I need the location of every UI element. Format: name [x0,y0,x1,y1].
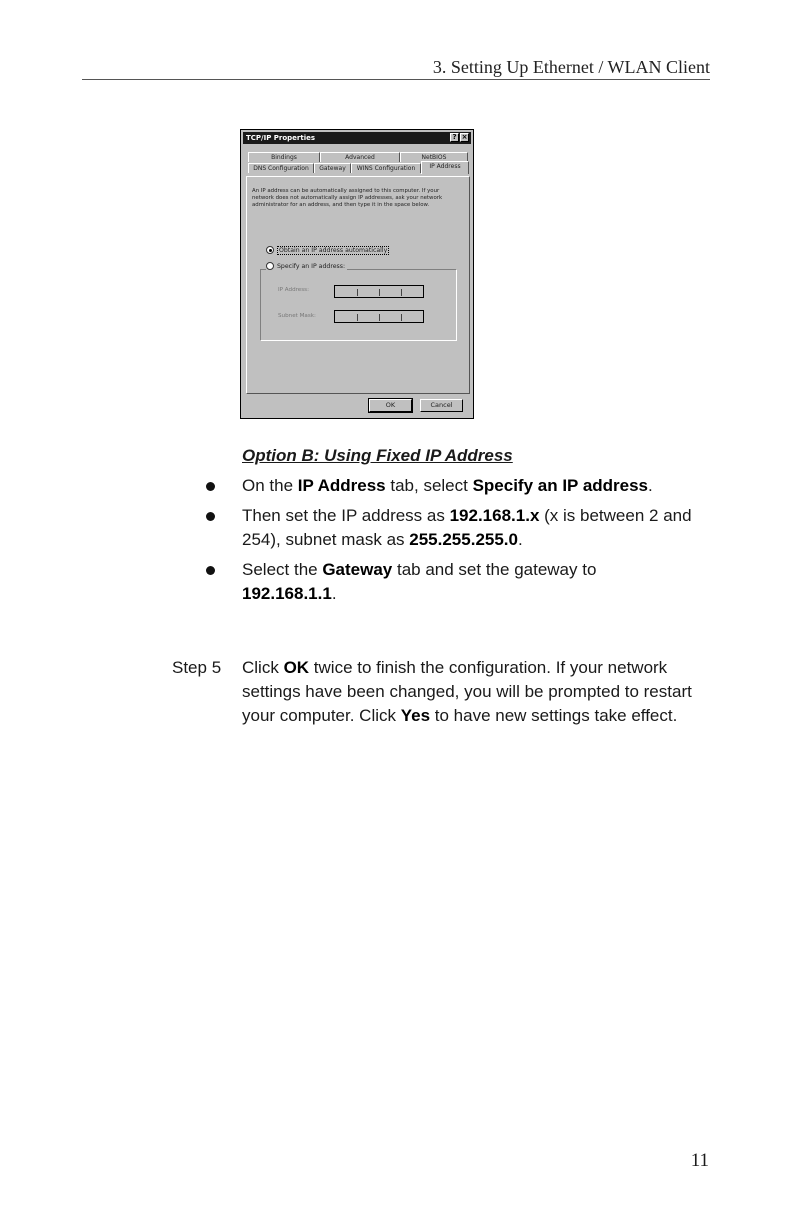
page-number: 11 [690,1150,709,1171]
radio-auto-label: Obtain an IP address automatically [279,247,388,254]
bold-text: Gateway [322,560,393,579]
text: to have new settings take effect. [430,706,678,725]
text: On the [242,476,298,495]
subnet-mask-label: Subnet Mask: [278,313,316,319]
ip-address-input[interactable] [334,285,424,298]
bold-text: 192.168.1.1 [242,584,332,603]
bold-text: OK [283,658,310,677]
ip-separator [401,289,402,296]
text: . [517,530,523,549]
radio-obtain-automatically[interactable] [266,246,389,255]
option-b-heading: Option B: Using Fixed IP Address [242,446,513,465]
text: . [648,476,653,495]
text: Select the [242,560,323,579]
dialog-title: TCP/IP Properties [246,134,316,142]
close-button[interactable]: × [461,133,468,141]
tab-gateway[interactable]: Gateway [314,163,351,173]
bullet-icon [206,482,215,491]
help-button[interactable]: ? [450,133,459,142]
subnet-separator [401,314,402,321]
text: tab and set the gateway to [392,560,597,579]
header-title: 3. Setting Up Ethernet / WLAN Client [432,57,710,77]
text: tab, select [385,476,473,495]
ip-separator [379,289,380,296]
subnet-mask-input[interactable] [334,310,424,323]
bullet-item-3 [242,558,642,606]
ip-separator [357,289,358,296]
subnet-separator [379,314,380,321]
tab-bindings[interactable]: Bindings [248,152,320,162]
bullet-icon [206,566,215,575]
radio-checked-icon [266,246,274,254]
specify-ip-groupbox [260,269,457,341]
dialog-titlebar [243,132,471,144]
bold-text: Specify an IP address [472,476,649,495]
radio-unchecked-icon [266,262,274,270]
page-header [82,57,710,80]
radio-specify-ip[interactable] [266,262,347,271]
text: twice to finish the configuration. If your network settings have been changed, you will be prompted to restart your computer. Click [242,658,692,725]
subnet-separator [357,314,358,321]
text: Click [242,658,284,677]
bullet-item-1 [242,474,712,498]
radio-specify-label: Specify an IP address: [277,263,346,270]
bullet-item-2 [242,504,697,552]
bold-text: IP Address [297,476,386,495]
bold-text: 192.168.1.x [449,506,540,525]
dialog-description: An IP address can be automatically assigned to this computer. If your network does not automatically assign IP addresses, ask your network administrator for an address, and then type it in the space below. [252,188,443,208]
tab-netbios[interactable]: NetBIOS [400,152,468,162]
text: . [331,584,337,603]
text: (x is between 2 and 254), subnet mask as [242,506,692,549]
ok-button[interactable]: OK [369,399,412,412]
tab-wins-configuration[interactable]: WINS Configuration [351,163,421,173]
ip-address-label: IP Address: [278,287,309,293]
tab-ip-address[interactable]: IP Address [421,161,469,174]
text: Then set the IP address as [242,506,450,525]
step-5-text [242,656,714,728]
tab-advanced[interactable]: Advanced [320,152,400,162]
bold-text: 255.255.255.0 [409,530,518,549]
step-5-label: Step 5 [172,658,222,677]
bold-text: Yes [400,706,431,725]
tab-dns-configuration[interactable]: DNS Configuration [248,163,314,173]
tcpip-properties-dialog [240,129,474,419]
bullet-icon [206,512,215,521]
cancel-button[interactable]: Cancel [420,399,463,412]
